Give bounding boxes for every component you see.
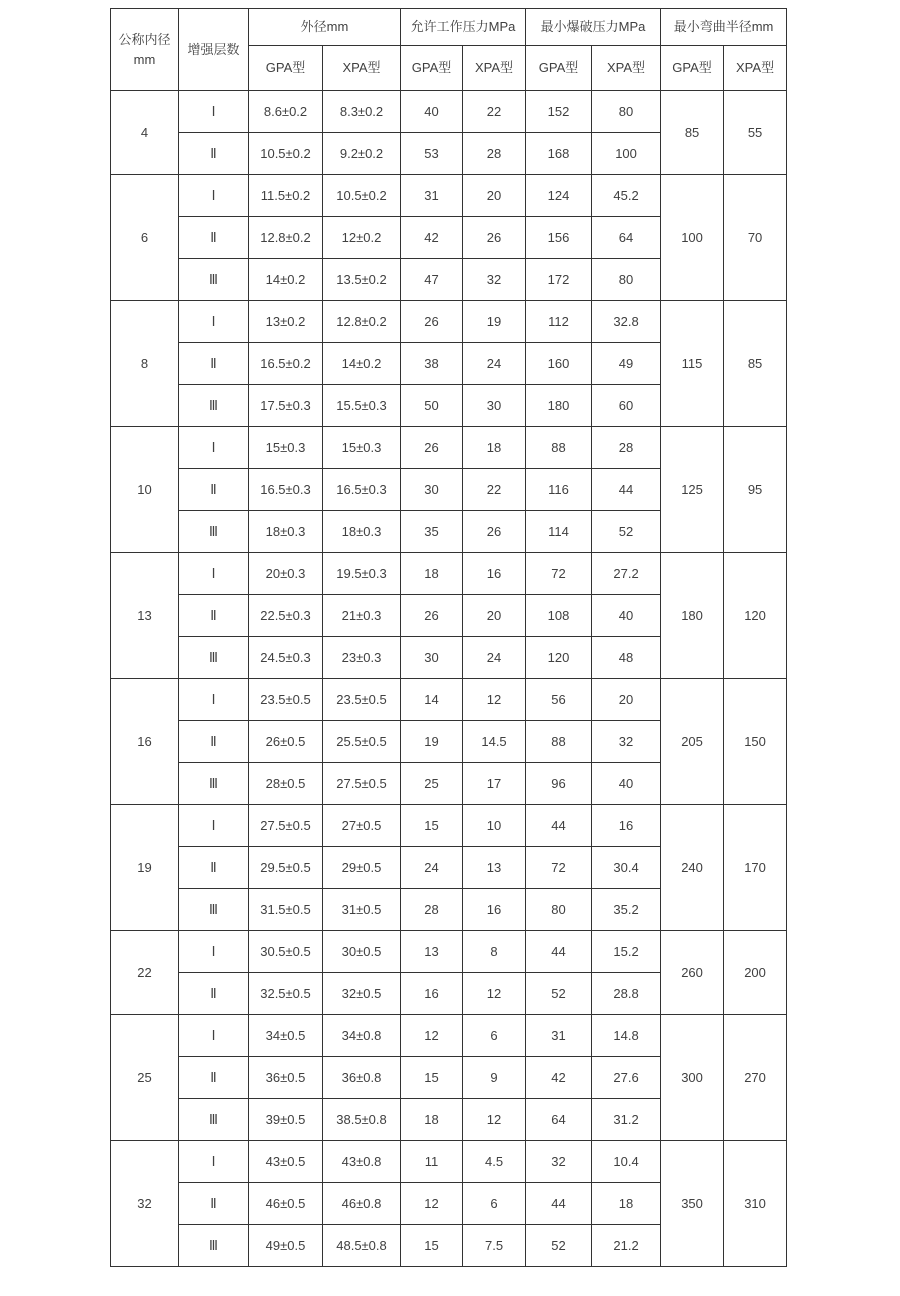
layer-cell: Ⅱ — [179, 721, 249, 763]
nominal-diameter-cell: 22 — [111, 931, 179, 1015]
wp-gpa-cell: 38 — [401, 343, 463, 385]
layer-cell: Ⅲ — [179, 637, 249, 679]
bp-xpa-cell: 27.6 — [592, 1057, 661, 1099]
bp-gpa-cell: 72 — [526, 847, 592, 889]
bp-gpa-cell: 96 — [526, 763, 592, 805]
wp-xpa-cell: 26 — [463, 511, 526, 553]
nominal-diameter-cell: 13 — [111, 553, 179, 679]
bend-radius-xpa-cell: 95 — [724, 427, 787, 553]
layer-cell: Ⅲ — [179, 385, 249, 427]
bend-radius-xpa-cell: 55 — [724, 91, 787, 175]
od-xpa-cell: 15.5±0.3 — [323, 385, 401, 427]
layer-cell: Ⅲ — [179, 1099, 249, 1141]
od-xpa-cell: 31±0.5 — [323, 889, 401, 931]
header-working-pressure: 允许工作压力MPa — [401, 9, 526, 46]
bp-gpa-cell: 120 — [526, 637, 592, 679]
bend-radius-gpa-cell: 240 — [661, 805, 724, 931]
wp-gpa-cell: 13 — [401, 931, 463, 973]
table-row — [111, 1015, 787, 1057]
od-xpa-cell: 23±0.3 — [323, 637, 401, 679]
wp-xpa-cell: 8 — [463, 931, 526, 973]
wp-xpa-cell: 10 — [463, 805, 526, 847]
od-gpa-cell: 32.5±0.5 — [249, 973, 323, 1015]
wp-gpa-cell: 31 — [401, 175, 463, 217]
wp-gpa-cell: 47 — [401, 259, 463, 301]
wp-xpa-cell: 30 — [463, 385, 526, 427]
bp-xpa-cell: 80 — [592, 91, 661, 133]
bp-gpa-cell: 44 — [526, 805, 592, 847]
wp-gpa-cell: 35 — [401, 511, 463, 553]
bp-xpa-cell: 27.2 — [592, 553, 661, 595]
bend-radius-xpa-cell: 170 — [724, 805, 787, 931]
bp-xpa-cell: 45.2 — [592, 175, 661, 217]
wp-xpa-cell: 12 — [463, 973, 526, 1015]
layer-cell: Ⅰ — [179, 679, 249, 721]
wp-gpa-cell: 53 — [401, 133, 463, 175]
wp-gpa-cell: 26 — [401, 595, 463, 637]
bp-gpa-cell: 72 — [526, 553, 592, 595]
wp-xpa-cell: 17 — [463, 763, 526, 805]
wp-gpa-cell: 30 — [401, 469, 463, 511]
bp-gpa-cell: 172 — [526, 259, 592, 301]
wp-xpa-cell: 16 — [463, 889, 526, 931]
wp-xpa-cell: 19 — [463, 301, 526, 343]
od-gpa-cell: 36±0.5 — [249, 1057, 323, 1099]
bend-radius-gpa-cell: 300 — [661, 1015, 724, 1141]
wp-gpa-cell: 19 — [401, 721, 463, 763]
bp-xpa-cell: 80 — [592, 259, 661, 301]
od-xpa-cell: 8.3±0.2 — [323, 91, 401, 133]
od-xpa-cell: 34±0.8 — [323, 1015, 401, 1057]
od-gpa-cell: 20±0.3 — [249, 553, 323, 595]
bp-xpa-cell: 35.2 — [592, 889, 661, 931]
bp-gpa-cell: 168 — [526, 133, 592, 175]
layer-cell: Ⅱ — [179, 847, 249, 889]
layer-cell: Ⅱ — [179, 595, 249, 637]
bp-gpa-cell: 160 — [526, 343, 592, 385]
bp-xpa-cell: 64 — [592, 217, 661, 259]
bend-radius-gpa-cell: 180 — [661, 553, 724, 679]
bp-gpa-cell: 108 — [526, 595, 592, 637]
od-xpa-cell: 9.2±0.2 — [323, 133, 401, 175]
layer-cell: Ⅰ — [179, 553, 249, 595]
wp-xpa-cell: 13 — [463, 847, 526, 889]
table-row — [111, 805, 787, 847]
od-gpa-cell: 16.5±0.3 — [249, 469, 323, 511]
layer-cell: Ⅰ — [179, 1141, 249, 1183]
od-gpa-cell: 31.5±0.5 — [249, 889, 323, 931]
layer-cell: Ⅱ — [179, 343, 249, 385]
table-row — [111, 553, 787, 595]
wp-xpa-cell: 22 — [463, 469, 526, 511]
wp-gpa-cell: 15 — [401, 1225, 463, 1267]
wp-gpa-cell: 18 — [401, 1099, 463, 1141]
od-xpa-cell: 21±0.3 — [323, 595, 401, 637]
wp-gpa-cell: 14 — [401, 679, 463, 721]
od-gpa-cell: 24.5±0.3 — [249, 637, 323, 679]
header-burst-pressure: 最小爆破压力MPa — [526, 9, 661, 46]
bp-xpa-cell: 16 — [592, 805, 661, 847]
wp-gpa-cell: 26 — [401, 427, 463, 469]
bp-gpa-cell: 64 — [526, 1099, 592, 1141]
bend-radius-gpa-cell: 350 — [661, 1141, 724, 1267]
od-xpa-cell: 48.5±0.8 — [323, 1225, 401, 1267]
bend-radius-xpa-cell: 85 — [724, 301, 787, 427]
layer-cell: Ⅰ — [179, 427, 249, 469]
bend-radius-xpa-cell: 120 — [724, 553, 787, 679]
wp-xpa-cell: 12 — [463, 1099, 526, 1141]
wp-xpa-cell: 7.5 — [463, 1225, 526, 1267]
bend-radius-gpa-cell: 205 — [661, 679, 724, 805]
wp-xpa-cell: 12 — [463, 679, 526, 721]
wp-xpa-cell: 9 — [463, 1057, 526, 1099]
bp-gpa-cell: 32 — [526, 1141, 592, 1183]
wp-gpa-cell: 15 — [401, 805, 463, 847]
nominal-diameter-cell: 16 — [111, 679, 179, 805]
wp-xpa-cell: 24 — [463, 343, 526, 385]
od-xpa-cell: 36±0.8 — [323, 1057, 401, 1099]
bp-xpa-cell: 49 — [592, 343, 661, 385]
od-gpa-cell: 12.8±0.2 — [249, 217, 323, 259]
od-gpa-cell: 17.5±0.3 — [249, 385, 323, 427]
wp-xpa-cell: 16 — [463, 553, 526, 595]
od-gpa-cell: 39±0.5 — [249, 1099, 323, 1141]
od-xpa-cell: 25.5±0.5 — [323, 721, 401, 763]
header-outer-diameter: 外径mm — [249, 9, 401, 46]
layer-cell: Ⅰ — [179, 1015, 249, 1057]
table-header — [111, 9, 787, 91]
bp-gpa-cell: 112 — [526, 301, 592, 343]
header-bend-radius: 最小弯曲半径mm — [661, 9, 787, 46]
subheader-wp-xpa: XPA型 — [463, 46, 526, 91]
subheader-br-gpa: GPA型 — [661, 46, 724, 91]
bp-gpa-cell: 42 — [526, 1057, 592, 1099]
layer-cell: Ⅱ — [179, 133, 249, 175]
od-xpa-cell: 13.5±0.2 — [323, 259, 401, 301]
wp-gpa-cell: 18 — [401, 553, 463, 595]
bp-xpa-cell: 60 — [592, 385, 661, 427]
od-gpa-cell: 10.5±0.2 — [249, 133, 323, 175]
subheader-bp-gpa: GPA型 — [526, 46, 592, 91]
subheader-br-xpa: XPA型 — [724, 46, 787, 91]
header-nominal-diameter — [111, 9, 179, 91]
bp-xpa-cell: 21.2 — [592, 1225, 661, 1267]
od-xpa-cell: 15±0.3 — [323, 427, 401, 469]
od-gpa-cell: 43±0.5 — [249, 1141, 323, 1183]
od-gpa-cell: 49±0.5 — [249, 1225, 323, 1267]
bp-xpa-cell: 10.4 — [592, 1141, 661, 1183]
bp-gpa-cell: 116 — [526, 469, 592, 511]
wp-gpa-cell: 16 — [401, 973, 463, 1015]
od-xpa-cell: 27±0.5 — [323, 805, 401, 847]
bp-xpa-cell: 18 — [592, 1183, 661, 1225]
nominal-diameter-cell: 6 — [111, 175, 179, 301]
subheader-wp-gpa: GPA型 — [401, 46, 463, 91]
table-row — [111, 931, 787, 973]
bp-gpa-cell: 56 — [526, 679, 592, 721]
bend-radius-xpa-cell: 270 — [724, 1015, 787, 1141]
bp-gpa-cell: 156 — [526, 217, 592, 259]
od-gpa-cell: 11.5±0.2 — [249, 175, 323, 217]
wp-gpa-cell: 24 — [401, 847, 463, 889]
header-nominal-diameter-label: 公称内径 — [118, 32, 171, 47]
wp-gpa-cell: 15 — [401, 1057, 463, 1099]
wp-xpa-cell: 14.5 — [463, 721, 526, 763]
layer-cell: Ⅱ — [179, 1057, 249, 1099]
table-row — [111, 679, 787, 721]
wp-gpa-cell: 30 — [401, 637, 463, 679]
wp-xpa-cell: 6 — [463, 1015, 526, 1057]
table-body — [111, 91, 787, 1267]
layer-cell: Ⅰ — [179, 931, 249, 973]
bp-xpa-cell: 48 — [592, 637, 661, 679]
bend-radius-gpa-cell: 115 — [661, 301, 724, 427]
od-xpa-cell: 19.5±0.3 — [323, 553, 401, 595]
bp-gpa-cell: 114 — [526, 511, 592, 553]
nominal-diameter-cell: 10 — [111, 427, 179, 553]
layer-cell: Ⅰ — [179, 301, 249, 343]
wp-gpa-cell: 12 — [401, 1015, 463, 1057]
wp-xpa-cell: 28 — [463, 133, 526, 175]
header-reinforcement-layers: 增强层数 — [179, 9, 249, 91]
layer-cell: Ⅲ — [179, 763, 249, 805]
od-gpa-cell: 18±0.3 — [249, 511, 323, 553]
od-xpa-cell: 12.8±0.2 — [323, 301, 401, 343]
layer-cell: Ⅰ — [179, 91, 249, 133]
wp-xpa-cell: 24 — [463, 637, 526, 679]
table-row — [111, 91, 787, 133]
od-xpa-cell: 29±0.5 — [323, 847, 401, 889]
od-gpa-cell: 34±0.5 — [249, 1015, 323, 1057]
subheader-od-gpa: GPA型 — [249, 46, 323, 91]
bp-xpa-cell: 31.2 — [592, 1099, 661, 1141]
wp-gpa-cell: 25 — [401, 763, 463, 805]
wp-gpa-cell: 42 — [401, 217, 463, 259]
od-xpa-cell: 27.5±0.5 — [323, 763, 401, 805]
bend-radius-gpa-cell: 260 — [661, 931, 724, 1015]
bp-gpa-cell: 31 — [526, 1015, 592, 1057]
bend-radius-xpa-cell: 150 — [724, 679, 787, 805]
od-xpa-cell: 38.5±0.8 — [323, 1099, 401, 1141]
bp-gpa-cell: 44 — [526, 931, 592, 973]
subheader-bp-xpa: XPA型 — [592, 46, 661, 91]
layer-cell: Ⅲ — [179, 259, 249, 301]
wp-xpa-cell: 4.5 — [463, 1141, 526, 1183]
layer-cell: Ⅲ — [179, 1225, 249, 1267]
od-gpa-cell: 16.5±0.2 — [249, 343, 323, 385]
wp-xpa-cell: 26 — [463, 217, 526, 259]
od-xpa-cell: 46±0.8 — [323, 1183, 401, 1225]
od-gpa-cell: 15±0.3 — [249, 427, 323, 469]
bp-xpa-cell: 40 — [592, 595, 661, 637]
bp-gpa-cell: 124 — [526, 175, 592, 217]
od-gpa-cell: 29.5±0.5 — [249, 847, 323, 889]
nominal-diameter-cell: 19 — [111, 805, 179, 931]
bp-xpa-cell: 30.4 — [592, 847, 661, 889]
wp-gpa-cell: 28 — [401, 889, 463, 931]
wp-xpa-cell: 18 — [463, 427, 526, 469]
table-row — [111, 1141, 787, 1183]
wp-gpa-cell: 11 — [401, 1141, 463, 1183]
wp-xpa-cell: 6 — [463, 1183, 526, 1225]
bp-xpa-cell: 40 — [592, 763, 661, 805]
bp-xpa-cell: 20 — [592, 679, 661, 721]
bp-xpa-cell: 32 — [592, 721, 661, 763]
bp-xpa-cell: 44 — [592, 469, 661, 511]
bp-xpa-cell: 14.8 — [592, 1015, 661, 1057]
od-gpa-cell: 14±0.2 — [249, 259, 323, 301]
header-nominal-diameter-unit: mm — [133, 51, 156, 67]
wp-gpa-cell: 50 — [401, 385, 463, 427]
wp-gpa-cell: 40 — [401, 91, 463, 133]
bp-gpa-cell: 52 — [526, 973, 592, 1015]
bp-gpa-cell: 44 — [526, 1183, 592, 1225]
bp-xpa-cell: 100 — [592, 133, 661, 175]
od-gpa-cell: 23.5±0.5 — [249, 679, 323, 721]
bp-xpa-cell: 15.2 — [592, 931, 661, 973]
od-xpa-cell: 12±0.2 — [323, 217, 401, 259]
layer-cell: Ⅱ — [179, 217, 249, 259]
od-xpa-cell: 43±0.8 — [323, 1141, 401, 1183]
od-gpa-cell: 27.5±0.5 — [249, 805, 323, 847]
layer-cell: Ⅱ — [179, 1183, 249, 1225]
wp-xpa-cell: 20 — [463, 175, 526, 217]
bp-xpa-cell: 28.8 — [592, 973, 661, 1015]
wp-xpa-cell: 22 — [463, 91, 526, 133]
subheader-od-xpa: XPA型 — [323, 46, 401, 91]
od-gpa-cell: 28±0.5 — [249, 763, 323, 805]
od-xpa-cell: 23.5±0.5 — [323, 679, 401, 721]
od-gpa-cell: 22.5±0.3 — [249, 595, 323, 637]
layer-cell: Ⅲ — [179, 511, 249, 553]
od-gpa-cell: 13±0.2 — [249, 301, 323, 343]
layer-cell: Ⅱ — [179, 469, 249, 511]
hose-spec-table — [110, 8, 787, 1267]
layer-cell: Ⅰ — [179, 805, 249, 847]
wp-gpa-cell: 26 — [401, 301, 463, 343]
bend-radius-gpa-cell: 100 — [661, 175, 724, 301]
od-gpa-cell: 8.6±0.2 — [249, 91, 323, 133]
bp-gpa-cell: 88 — [526, 427, 592, 469]
bend-radius-xpa-cell: 70 — [724, 175, 787, 301]
bp-gpa-cell: 152 — [526, 91, 592, 133]
bp-gpa-cell: 80 — [526, 889, 592, 931]
bend-radius-gpa-cell: 125 — [661, 427, 724, 553]
od-gpa-cell: 30.5±0.5 — [249, 931, 323, 973]
od-xpa-cell: 10.5±0.2 — [323, 175, 401, 217]
layer-cell: Ⅲ — [179, 889, 249, 931]
nominal-diameter-cell: 4 — [111, 91, 179, 175]
wp-xpa-cell: 20 — [463, 595, 526, 637]
bp-gpa-cell: 88 — [526, 721, 592, 763]
od-gpa-cell: 26±0.5 — [249, 721, 323, 763]
layer-cell: Ⅰ — [179, 175, 249, 217]
nominal-diameter-cell: 8 — [111, 301, 179, 427]
bp-gpa-cell: 52 — [526, 1225, 592, 1267]
nominal-diameter-cell: 25 — [111, 1015, 179, 1141]
od-xpa-cell: 18±0.3 — [323, 511, 401, 553]
table-row — [111, 301, 787, 343]
table-row — [111, 427, 787, 469]
bp-xpa-cell: 32.8 — [592, 301, 661, 343]
bp-xpa-cell: 52 — [592, 511, 661, 553]
layer-cell: Ⅱ — [179, 973, 249, 1015]
od-xpa-cell: 14±0.2 — [323, 343, 401, 385]
bp-xpa-cell: 28 — [592, 427, 661, 469]
bend-radius-gpa-cell: 85 — [661, 91, 724, 175]
bp-gpa-cell: 180 — [526, 385, 592, 427]
wp-gpa-cell: 12 — [401, 1183, 463, 1225]
bend-radius-xpa-cell: 200 — [724, 931, 787, 1015]
nominal-diameter-cell: 32 — [111, 1141, 179, 1267]
od-gpa-cell: 46±0.5 — [249, 1183, 323, 1225]
header-row-1 — [111, 9, 787, 46]
od-xpa-cell: 16.5±0.3 — [323, 469, 401, 511]
od-xpa-cell: 30±0.5 — [323, 931, 401, 973]
bend-radius-xpa-cell: 310 — [724, 1141, 787, 1267]
od-xpa-cell: 32±0.5 — [323, 973, 401, 1015]
table-row — [111, 175, 787, 217]
wp-xpa-cell: 32 — [463, 259, 526, 301]
